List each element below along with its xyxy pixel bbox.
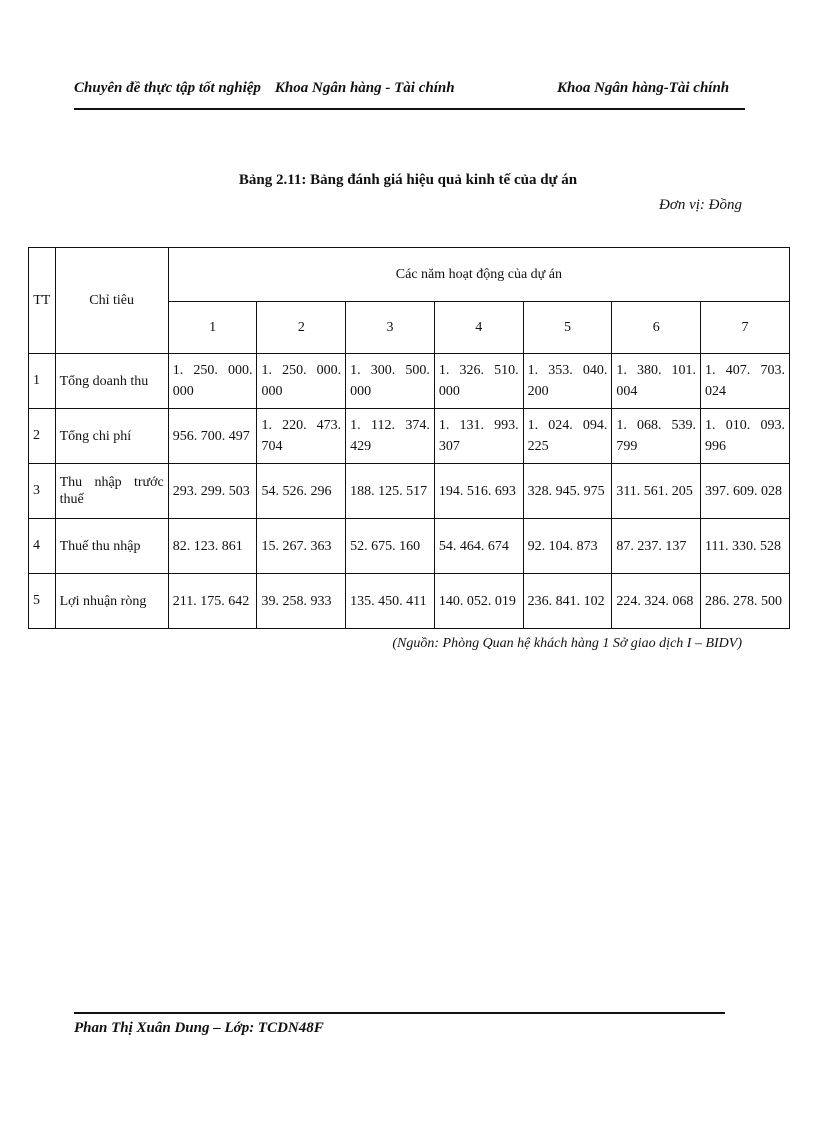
- header-operating-years: Các năm hoạt động của dự án: [168, 248, 789, 302]
- table-cell: 1. 326. 510. 000: [434, 354, 523, 409]
- table-cell: 140. 052. 019: [434, 574, 523, 629]
- table-cell: 1. 068. 539. 799: [612, 409, 701, 464]
- header-department-left: Khoa Ngân hàng - Tài chính: [274, 80, 455, 96]
- row-number: 2: [29, 409, 56, 464]
- table-cell: 1. 353. 040. 200: [523, 354, 612, 409]
- table-cell: 1. 024. 094. 225: [523, 409, 612, 464]
- table-cell: 286. 278. 500: [701, 574, 790, 629]
- table-cell: 236. 841. 102: [523, 574, 612, 629]
- unit-label: Đơn vị: Đồng: [659, 197, 742, 213]
- header-year: 6: [612, 302, 701, 354]
- economic-efficiency-table: [28, 247, 790, 629]
- table-cell: 194. 516. 693: [434, 464, 523, 519]
- header-report-title: Chuyên đề thực tập tốt nghiệp: [74, 80, 261, 96]
- header-left: [74, 80, 455, 97]
- row-number: 4: [29, 519, 56, 574]
- table-cell: 311. 561. 205: [612, 464, 701, 519]
- row-indicator: Thu nhập trước thuế: [55, 464, 168, 519]
- page-header: [74, 80, 745, 110]
- table-cell: 211. 175. 642: [168, 574, 257, 629]
- table-row: [29, 409, 790, 464]
- table-cell: 1. 250. 000. 000: [257, 354, 346, 409]
- header-tt: TT: [29, 248, 56, 354]
- header-year: 3: [346, 302, 435, 354]
- table-cell: 224. 324. 068: [612, 574, 701, 629]
- row-number: 1: [29, 354, 56, 409]
- page-footer: Phan Thị Xuân Dung – Lớp: TCDN48F: [74, 1020, 324, 1036]
- table-cell: 54. 464. 674: [434, 519, 523, 574]
- table-cell: 39. 258. 933: [257, 574, 346, 629]
- header-year: 2: [257, 302, 346, 354]
- header-divider: [74, 108, 745, 110]
- table-cell: 52. 675. 160: [346, 519, 435, 574]
- table-cell: 15. 267. 363: [257, 519, 346, 574]
- table-header-row: [29, 248, 790, 302]
- table-row: [29, 354, 790, 409]
- row-indicator: Tổng chi phí: [55, 409, 168, 464]
- table-cell: 1. 112. 374. 429: [346, 409, 435, 464]
- row-indicator: Lợi nhuận ròng: [55, 574, 168, 629]
- row-indicator: Tổng doanh thu: [55, 354, 168, 409]
- source-note: (Nguồn: Phòng Quan hệ khách hàng 1 Sở giao dịch I – BIDV): [392, 636, 742, 651]
- table-row: [29, 464, 790, 519]
- table-caption: Bảng 2.11: Bảng đánh giá hiệu quả kinh tế của dự án: [238, 172, 578, 188]
- row-number: 5: [29, 574, 56, 629]
- table-cell: 1. 220. 473. 704: [257, 409, 346, 464]
- table-cell: 1. 131. 993. 307: [434, 409, 523, 464]
- table-cell: 1. 300. 500. 000: [346, 354, 435, 409]
- table-cell: 1. 010. 093. 996: [701, 409, 790, 464]
- table-cell: 1. 407. 703. 024: [701, 354, 790, 409]
- table-cell: 92. 104. 873: [523, 519, 612, 574]
- header-year: 1: [168, 302, 257, 354]
- row-indicator: Thuế thu nhập: [55, 519, 168, 574]
- table-cell: 82. 123. 861: [168, 519, 257, 574]
- table-cell: 397. 609. 028: [701, 464, 790, 519]
- table-cell: 293. 299. 503: [168, 464, 257, 519]
- table-cell: 135. 450. 411: [346, 574, 435, 629]
- table-cell: 188. 125. 517: [346, 464, 435, 519]
- row-number: 3: [29, 464, 56, 519]
- table-row: [29, 574, 790, 629]
- header-year: 5: [523, 302, 612, 354]
- table-cell: 1. 380. 101. 004: [612, 354, 701, 409]
- table-cell: 87. 237. 137: [612, 519, 701, 574]
- header-department-right: Khoa Ngân hàng-Tài chính: [557, 80, 730, 96]
- header-year: 4: [434, 302, 523, 354]
- table-cell: 956. 700. 497: [168, 409, 257, 464]
- table-cell: 54. 526. 296: [257, 464, 346, 519]
- header-indicator: Chỉ tiêu: [55, 248, 168, 354]
- table-cell: 1. 250. 000. 000: [168, 354, 257, 409]
- header-year: 7: [701, 302, 790, 354]
- table-cell: 328. 945. 975: [523, 464, 612, 519]
- table-cell: 111. 330. 528: [701, 519, 790, 574]
- footer-divider: [74, 1012, 725, 1014]
- table-row: [29, 519, 790, 574]
